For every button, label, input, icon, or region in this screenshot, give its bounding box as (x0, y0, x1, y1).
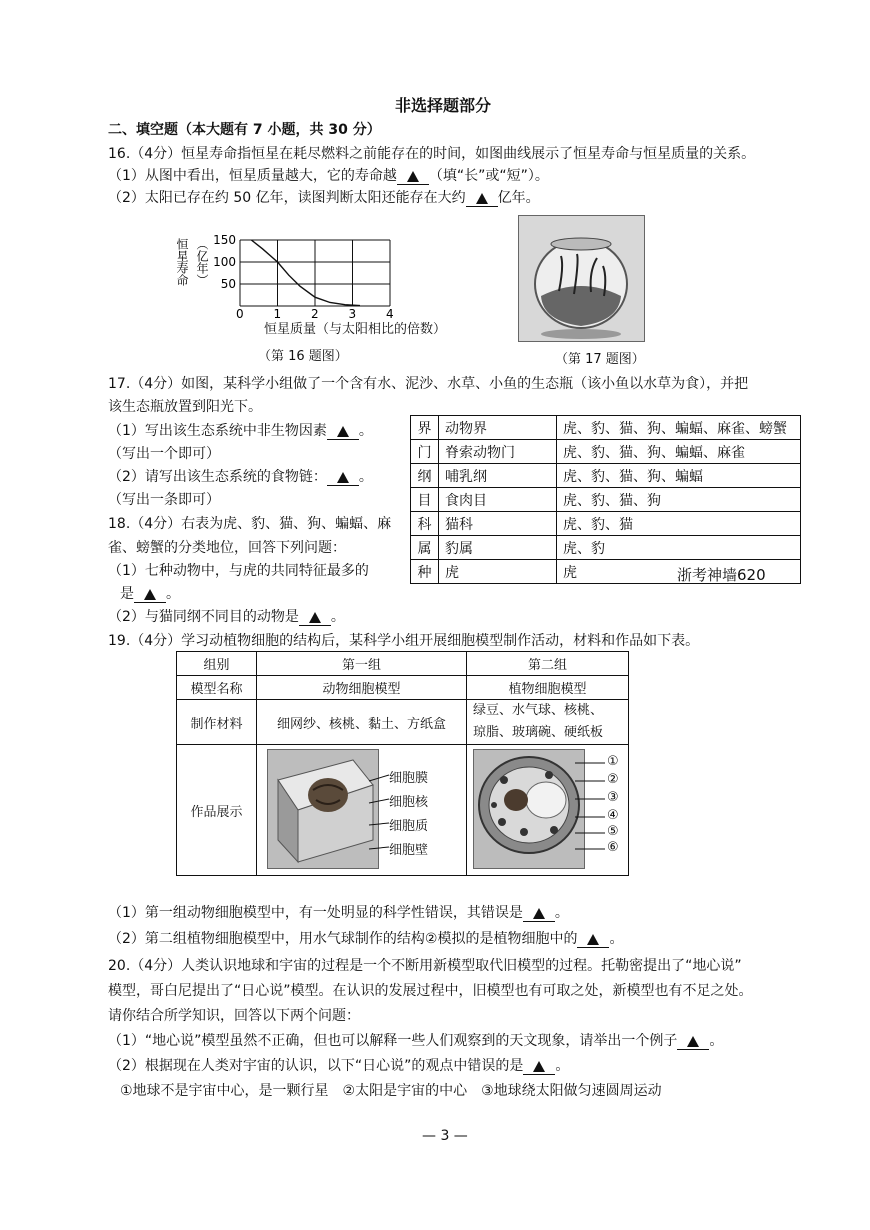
answer-blank[interactable] (466, 190, 498, 207)
answer-blank[interactable] (134, 586, 166, 603)
q19-part1-suffix: 。 (554, 905, 569, 921)
label-nucleus: 细胞核 (389, 795, 429, 810)
q19-stem: 19.（4分）学习动植物细胞的结构后，某科学小组开展细胞模型制作活动，材料和作品如下表。 (108, 633, 700, 649)
q17-part1-suffix: 。 (358, 423, 373, 439)
q17-part2-note: （写出一条即可） (108, 492, 220, 508)
classification-table (410, 415, 801, 584)
table-row (411, 512, 801, 536)
taxon-cell: 食肉目 (439, 488, 557, 512)
q20-part1-text: （1）“地心说”模型虽然不正确，但也可以解释一些人们观察到的天文现象，请举出一个例子 (108, 1033, 678, 1049)
triangle-icon (533, 908, 545, 919)
row-label-showcase: 作品展示 (177, 745, 257, 876)
plant-model-name: 植物细胞模型 (467, 676, 629, 700)
triangle-icon (476, 193, 488, 204)
plant-materials-line1: 绿豆、水气球、核桃、 (473, 703, 604, 718)
q16-part1-text: （1）从图中看出，恒星质量越大，它的寿命越 (108, 168, 397, 184)
page-number: — 3 — (422, 1128, 468, 1144)
q18-part2-text: （2）与猫同纲不同目的动物是 (108, 609, 299, 625)
table-row (411, 464, 801, 488)
q16-stem: 16.（4分）恒星寿命指恒星在耗尽燃料之前能存在的时间，如图曲线展示了恒星寿命与恒星质量的关系。 (108, 146, 756, 162)
answer-blank[interactable] (299, 609, 331, 626)
q17-stem-1: 17.（4分）如图，某科学小组做了一个含有水、泥沙、水草、小鱼的生态瓶（该小鱼以水草为食），并把 (108, 376, 749, 392)
q20-part1-suffix: 。 (709, 1033, 724, 1049)
plant-label-3: ③ (607, 790, 619, 805)
triangle-icon (687, 1036, 699, 1047)
q18-part1-a: （1）七种动物中，与虎的共同特征最多的 (108, 563, 369, 579)
rank-cell: 属 (411, 536, 439, 560)
q17-part2-suffix: 。 (358, 469, 373, 485)
rank-cell: 纲 (411, 464, 439, 488)
animals-cell: 虎、豹、猫、狗 (557, 488, 801, 512)
taxon-cell: 脊索动物门 (439, 440, 557, 464)
rank-cell: 种 (411, 560, 439, 584)
q19-part2-text: （2）第二组植物细胞模型中，用水气球制作的结构②模拟的是植物细胞中的 (108, 931, 578, 947)
answer-blank[interactable] (523, 1058, 555, 1075)
answer-blank[interactable] (523, 905, 555, 922)
header-group1: 第一组 (257, 652, 467, 676)
header-group: 组别 (177, 652, 257, 676)
figure16-caption: （第 16 题图） (258, 349, 348, 364)
taxon-cell: 虎 (439, 560, 557, 584)
plant-label-6: ⑥ (607, 840, 619, 855)
triangle-icon (337, 426, 349, 437)
table-row (411, 536, 801, 560)
q17-part1-note: （写出一个即可） (108, 446, 220, 462)
lifespan-curve (251, 240, 360, 306)
y-tick-label: 100 (213, 255, 236, 269)
triangle-icon (144, 589, 156, 600)
y-axis-label: 恒星寿命 (175, 238, 189, 286)
q18-stem-1: 18.（4分）右表为虎、豹、猫、狗、蝙蝠、麻 (108, 516, 392, 532)
q19-part2-suffix: 。 (609, 931, 624, 947)
taxon-cell: 动物界 (439, 416, 557, 440)
q20-part2 (108, 1055, 569, 1075)
figure17-caption: （第 17 题图） (555, 352, 645, 367)
plant-materials (467, 700, 629, 745)
plant-materials-line2: 琼脂、玻璃碗、硬纸板 (473, 725, 604, 740)
q19-part2 (108, 928, 623, 948)
plant-label-4: ④ (607, 808, 619, 823)
q17-part1 (108, 420, 373, 440)
q18-part1-text: 是 (120, 586, 134, 602)
triangle-icon (587, 934, 599, 945)
rank-cell: 科 (411, 512, 439, 536)
animals-cell: 虎、豹、猫、狗、蝙蝠 (557, 464, 801, 488)
q20-stem-2: 模型，哥白尼提出了“日心说”模型。在认识的发展过程中，旧模型也有可取之处，新模型也有不足之处。 (108, 983, 753, 999)
x-tick-label: 1 (273, 307, 282, 321)
q18-part2-suffix: 。 (330, 609, 345, 625)
table-row (411, 416, 801, 440)
animals-cell: 虎、豹、猫 (557, 512, 801, 536)
table-row (411, 488, 801, 512)
table-row (411, 440, 801, 464)
q16-part2 (108, 187, 540, 207)
label-cell-membrane: 细胞膜 (389, 771, 429, 786)
x-tick-label: 3 (348, 307, 357, 321)
triangle-icon (407, 171, 419, 182)
y-tick-label: 50 (220, 277, 236, 291)
q20-options: ①地球不是宇宙中心，是一颗行星 ②太阳是宇宙的中心 ③地球绕太阳做匀速圆周运动 (120, 1083, 662, 1099)
q19-part1-text: （1）第一组动物细胞模型中，有一处明显的科学性错误，其错误是 (108, 905, 523, 921)
plant-label-5: ⑤ (607, 824, 619, 839)
x-tick-label: 2 (311, 307, 319, 321)
q17-part2 (108, 466, 373, 486)
triangle-icon (309, 612, 321, 623)
answer-blank[interactable] (327, 469, 359, 486)
label-cytoplasm: 细胞质 (389, 819, 429, 834)
row-label-model-name: 模型名称 (177, 676, 257, 700)
answer-blank[interactable] (327, 423, 359, 440)
q20-stem-1: 20.（4分）人类认识地球和宇宙的过程是一个不断用新模型取代旧模型的过程。托勒密提出了“地心说” (108, 958, 742, 974)
q17-part1-text: （1）写出该生态系统中非生物因素 (108, 423, 327, 439)
rank-cell: 目 (411, 488, 439, 512)
answer-blank[interactable] (577, 931, 609, 948)
q16-part1-suffix: （填“长”或“短”）。 (428, 168, 549, 184)
row-label-materials: 制作材料 (177, 700, 257, 745)
plant-label-1: ① (607, 754, 619, 769)
triangle-icon (337, 472, 349, 483)
plot-area (213, 233, 394, 321)
cell-model-table (176, 651, 629, 876)
q17-stem-2: 该生态瓶放置到阳光下。 (108, 399, 262, 415)
x-axis-label: 恒星质量（与太阳相比的倍数） (264, 322, 447, 337)
q18-part1-suffix: 。 (166, 586, 180, 602)
answer-blank[interactable] (677, 1033, 709, 1050)
plant-model-cell (467, 745, 629, 876)
taxon-cell: 猫科 (439, 512, 557, 536)
taxon-cell: 豹属 (439, 536, 557, 560)
answer-blank[interactable] (397, 168, 429, 185)
rank-cell: 门 (411, 440, 439, 464)
q17-part2-text: （2）请写出该生态系统的食物链： (108, 469, 327, 485)
animal-model-cell (257, 745, 467, 876)
q18-stem-2: 雀、螃蟹的分类地位，回答下列问题： (108, 540, 346, 556)
animals-cell: 虎、豹、猫、狗、蝙蝠、麻雀、螃蟹 (557, 416, 801, 440)
q16-part2-suffix: 亿年。 (497, 190, 540, 206)
taxon-cell: 哺乳纲 (439, 464, 557, 488)
x-tick-label: 0 (236, 307, 244, 321)
watermark: 浙考神墙620 (677, 566, 766, 584)
animal-materials: 细网纱、核桃、黏土、方纸盒 (257, 700, 467, 745)
animal-cell-model-photo (267, 749, 379, 869)
x-tick-label: 4 (386, 307, 394, 321)
y-axis-unit: （亿年） (195, 238, 209, 286)
q16-part1 (108, 165, 549, 185)
q20-part2-suffix: 。 (555, 1058, 570, 1074)
triangle-icon (533, 1061, 545, 1072)
plant-label-2: ② (607, 772, 619, 787)
y-tick-label: 150 (213, 233, 236, 247)
q18-part2 (108, 606, 345, 626)
header-group2: 第二组 (467, 652, 629, 676)
q19-part1 (108, 902, 569, 922)
section-title: 非选择题部分 (395, 96, 492, 115)
animals-cell: 虎、豹、猫、狗、蝙蝠、麻雀 (557, 440, 801, 464)
animals-cell: 虎、豹 (557, 536, 801, 560)
animal-model-name: 动物细胞模型 (257, 676, 467, 700)
plant-cell-model-photo (473, 749, 585, 869)
q20-part2-text: （2）根据现在人类对宇宙的认识，以下“日心说”的观点中错误的是 (108, 1058, 524, 1074)
q18-part1-b (120, 583, 180, 603)
section-heading: 二、填空题（本大题有 7 小题，共 30 分） (108, 122, 381, 138)
label-cell-wall: 细胞壁 (389, 843, 429, 858)
ecosystem-bottle-photo (518, 215, 645, 342)
animals-cell: 虎 (557, 560, 801, 584)
q20-stem-3: 请你结合所学知识，回答以下两个问题： (108, 1008, 360, 1024)
q16-part2-text: （2）太阳已存在约 50 亿年，读图判断太阳还能存在大约 (108, 190, 466, 206)
rank-cell: 界 (411, 416, 439, 440)
q20-part1 (108, 1030, 723, 1050)
